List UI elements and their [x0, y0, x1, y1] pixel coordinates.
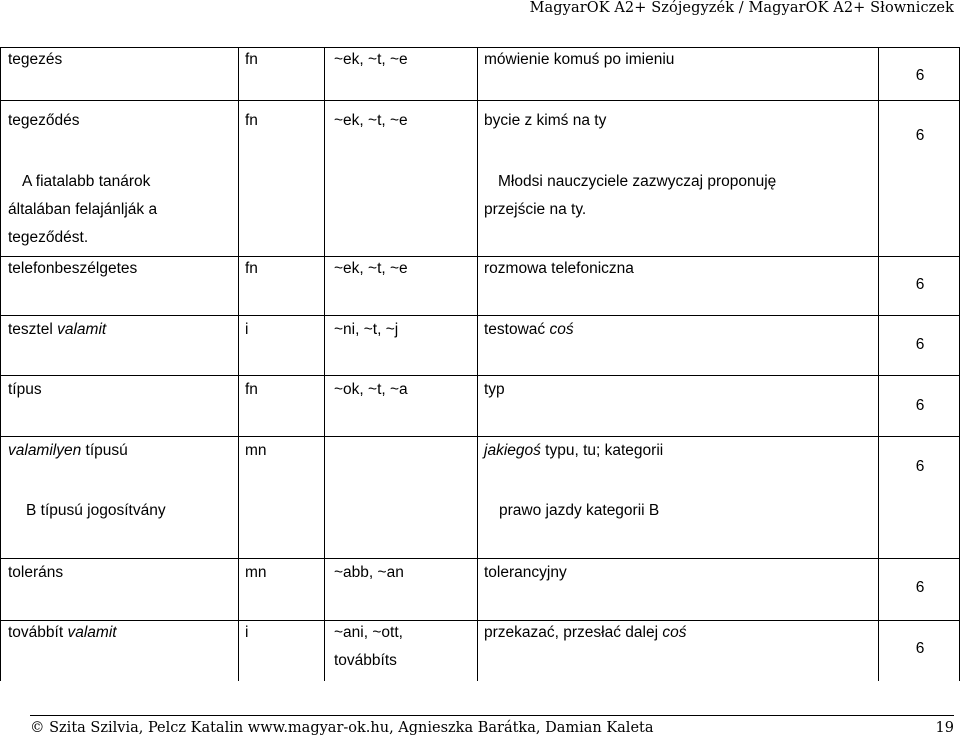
entry-hu: tegeződés	[8, 112, 80, 129]
entry-pos: fn	[245, 112, 258, 129]
entry-pl: typ	[484, 381, 505, 398]
entry-lesson: 6	[915, 67, 925, 84]
entry-pos: mn	[245, 442, 267, 459]
example-hu-line: tegeződést.	[8, 229, 89, 246]
example-hu-line: A fiatalabb tanárok	[22, 173, 151, 190]
quoted-ty: ty	[594, 112, 607, 129]
page-header: MagyarOK A2+ Szójegyzék / MagyarOK A2+ Słowniczek	[529, 0, 954, 16]
entry-pos: i	[245, 321, 249, 338]
entry-lesson: 6	[915, 458, 925, 475]
entry-pl: bycie z kimś na ty	[484, 112, 607, 129]
entry-forms: ~abb, ~an	[334, 564, 404, 581]
entry-hu: továbbít valamit	[8, 624, 117, 641]
entry-pos: mn	[245, 564, 267, 581]
entry-lesson: 6	[915, 640, 925, 657]
entry-hu: telefonbeszélgetes	[8, 260, 138, 277]
example-pl-line: prawo jazdy kategorii B	[499, 502, 660, 519]
entry-pl: rozmowa telefoniczna	[484, 260, 634, 277]
entry-lesson: 6	[915, 127, 925, 144]
entry-pl: jakiegoś typu, tu; kategorii	[484, 442, 664, 459]
footer-divider	[30, 715, 954, 716]
entry-hu: típus	[8, 381, 42, 398]
entry-forms: ~ok, ~t, ~a	[334, 381, 408, 398]
entry-pl: przekazać, przesłać dalej coś	[484, 624, 687, 641]
footer-credits: © Szita Szilvia, Pelcz Katalin www.magyar-ok.hu, Agnieszka Barátka, Damian Kaleta	[30, 720, 654, 736]
entry-lesson: 6	[915, 276, 925, 293]
page-footer	[30, 720, 954, 736]
page-number: 19	[935, 720, 954, 736]
entry-lesson: 6	[915, 397, 925, 414]
entry-forms: ~ni, ~t, ~j	[334, 321, 399, 338]
example-pl-line: Młodsi nauczyciele zazwyczaj proponuję	[498, 173, 777, 190]
entry-hu: tegezés	[8, 51, 63, 68]
example-hu-line: általában felajánlják a	[8, 201, 158, 218]
entry-hu: valamilyen típusú	[8, 442, 128, 459]
entry-pos: fn	[245, 51, 258, 68]
entry-pos: fn	[245, 381, 258, 398]
entry-forms: ~ek, ~t, ~e	[334, 51, 408, 68]
entry-pl: mówienie komuś po imieniu	[484, 51, 675, 68]
entry-pos: fn	[245, 260, 258, 277]
entry-pl: tolerancyjny	[484, 564, 567, 581]
entry-forms: ~ani, ~ott,	[334, 624, 403, 641]
example-pl-line: przejście na ty.	[484, 201, 587, 218]
entry-forms: ~ek, ~t, ~e	[334, 260, 408, 277]
entry-hu: toleráns	[8, 564, 64, 581]
entry-forms: továbbíts	[334, 652, 397, 669]
entry-pos: i	[245, 624, 249, 641]
entry-lesson: 6	[915, 579, 925, 596]
entry-pl: testować coś	[484, 321, 574, 338]
entry-hu: tesztel valamit	[8, 321, 107, 338]
entry-forms: ~ek, ~t, ~e	[334, 112, 408, 129]
entry-lesson: 6	[915, 336, 925, 353]
example-hu-line: B típusú jogosítvány	[26, 502, 166, 519]
